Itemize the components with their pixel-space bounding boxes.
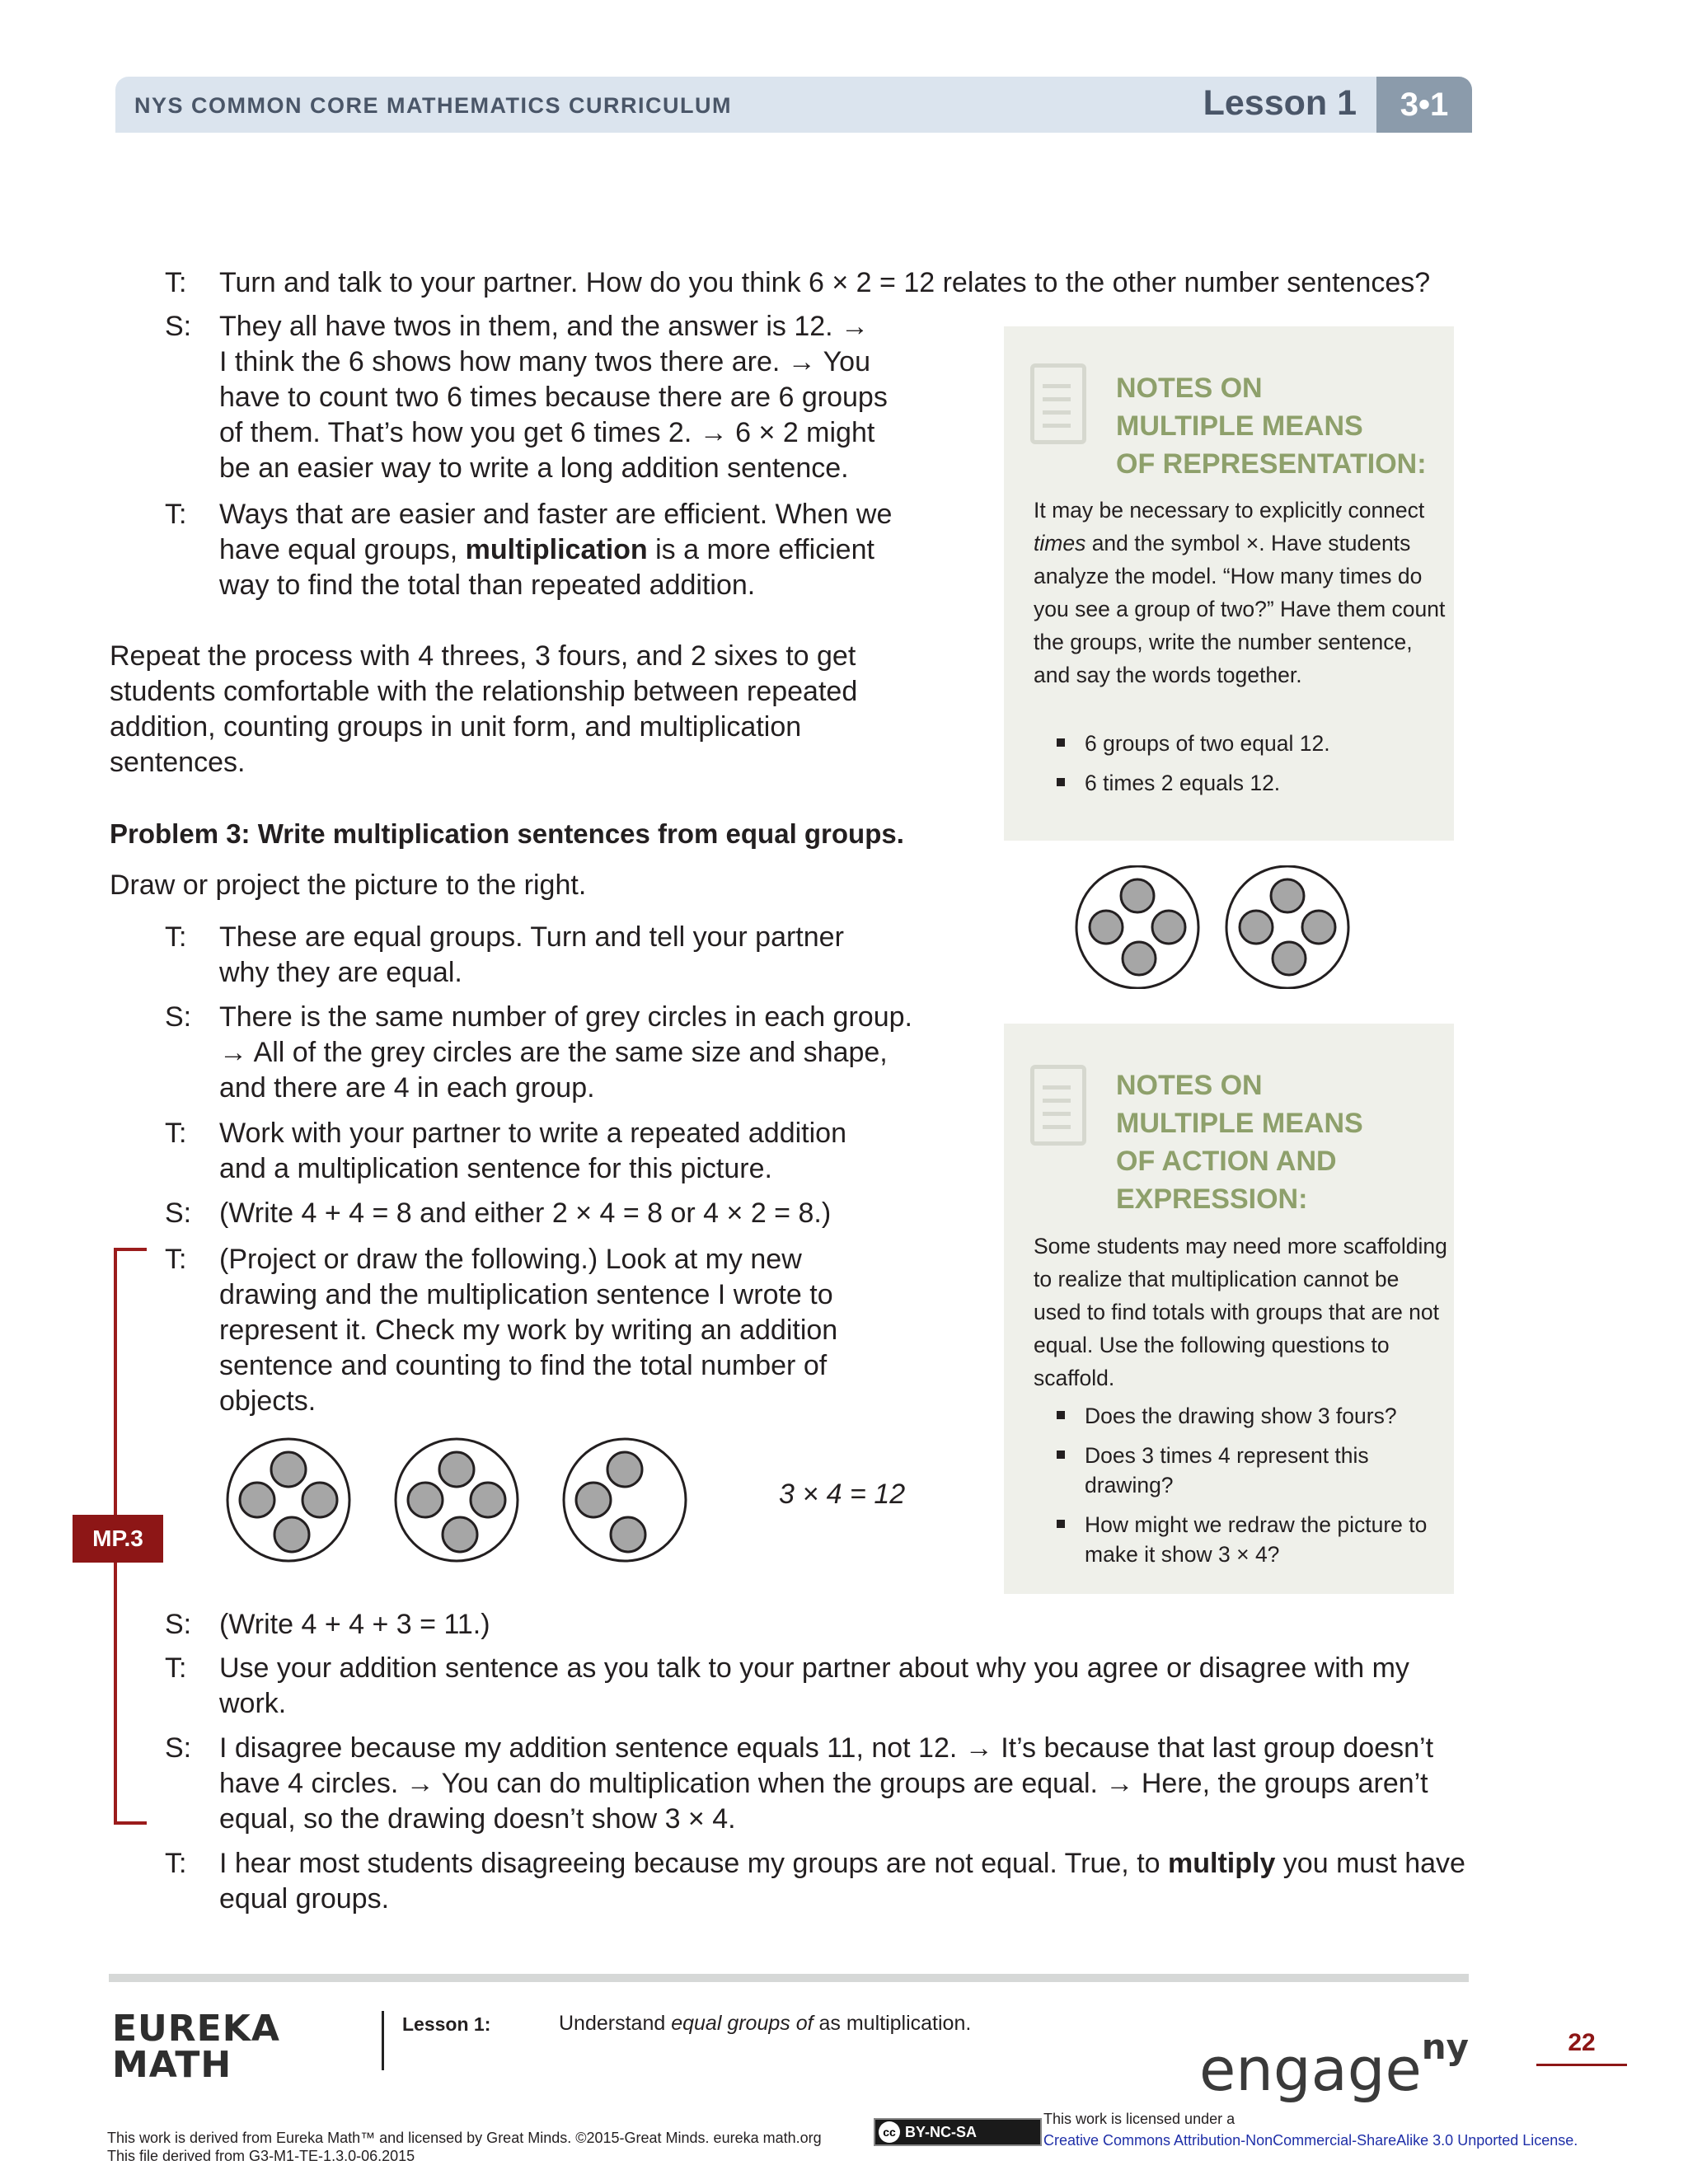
dialogue-s1: S: They all have twos in them, and the answer is 12. → I think the 6 shows how many twos there are. → You have to count two 6 times because there are 6 groups of them. That’s how you get 6 times 2. → 6 × 2 might be an easier way to write a long addition sentence.: [165, 311, 888, 484]
module-badge: 3•1: [1376, 77, 1472, 133]
sidebar-representation: [1004, 326, 1454, 841]
footer-lesson-label: Lesson 1:: [402, 2013, 491, 2035]
page-number-rule: [1536, 2064, 1627, 2066]
dialogue-s4: S: (Write 4 + 4 + 3 = 11.): [165, 1609, 490, 1640]
dialogue-t6: T: Use your addition sentence as you talk to your partner about why you agree or disagree with my work.: [165, 1652, 1409, 1719]
list-item: 6 groups of two equal 12.: [1034, 729, 1446, 758]
group-circle-2: [396, 1439, 518, 1561]
group-circle-1: [227, 1439, 349, 1561]
dialogue-t4: T: Work with your partner to write a repeated addition and a multiplication sentence for this picture.: [165, 1118, 846, 1184]
group-circle-a: [1076, 866, 1198, 988]
problem3-heading: Problem 3: Write multiplication sentences from equal groups.: [110, 818, 904, 849]
list-item: 6 times 2 equals 12.: [1034, 768, 1446, 798]
lesson-title: Lesson 1: [1203, 83, 1357, 123]
list-item: Does 3 times 4 represent this drawing?: [1034, 1441, 1429, 1500]
equation-text: 3 × 4 = 12: [779, 1479, 906, 1510]
dialogue-s2: S: There is the same number of grey circles in each group. → All of the grey circles are the same size and shape, and there are 4 in each group.: [165, 1001, 912, 1104]
dialogue-s5: S: I disagree because my addition sentence equals 11, not 12. → It’s because that last group doesn’t have 4 circles. → You can do multiplication when the groups are equal. → Here, the groups aren’t equal, so the drawing doesn’t show 3 × 4.: [165, 1732, 1434, 1835]
mp-bracket-bottom: [114, 1821, 147, 1825]
dialogue-t3: T: These are equal groups. Turn and tell your partner why they are equal.: [165, 921, 844, 988]
document-icon: [1030, 1065, 1086, 1146]
sidebar2-paragraph: Some students may need more scaffolding to realize that multiplication cannot be used to find totals with groups that are not equal. Use the following questions to scaffold.: [1034, 1234, 1447, 1390]
problem3-intro: Draw or project the picture to the right.: [110, 869, 587, 901]
mp-badge: MP.3: [73, 1515, 163, 1563]
cc-license-badge: cc BY-NC-SA: [874, 2118, 1042, 2146]
footer-lesson-title: Understand equal groups of as multiplication.: [559, 2012, 972, 2035]
sidebar1-heading: NOTES ON MULTIPLE MEANS OF REPRESENTATION:: [1116, 373, 1427, 480]
dialogue-t7: T: I hear most students disagreeing because my groups are not equal. True, to multiply you must have equal groups.: [165, 1848, 1465, 1915]
footer-divider: [382, 2011, 384, 2070]
mp-bracket-top: [114, 1248, 147, 1251]
dialogue-t2: T: Ways that are easier and faster are efficient. When we have equal groups, multiplication is a more efficient way to find the total than repeated addition.: [165, 499, 893, 601]
equal-groups-drawing: [1071, 865, 1352, 989]
list-item: How might we redraw the picture to make it show 3 × 4?: [1034, 1510, 1429, 1569]
group-circle-b: [1226, 866, 1348, 988]
group-circle-3: [564, 1439, 686, 1561]
sidebar1-paragraph: It may be necessary to explicitly connect times and the symbol ×. Have students analyze the model. “How many times do you see a group of two?” Have them count the groups, write the number sentence, and say the words together.: [1034, 498, 1446, 687]
unequal-groups-drawing: [216, 1434, 710, 1566]
eureka-math-logo: EUREKA MATH: [112, 2008, 280, 2086]
dialogue-t1: T: Turn and talk to your partner. How do you think 6 × 2 = 12 relates to the other number sentences?: [165, 267, 1431, 298]
dialogue-t5: T: (Project or draw the following.) Look at my new drawing and the multiplication sentence I wrote to represent it. Check my work by writing an addition sentence and counting to find the total number of objects.: [165, 1244, 838, 1417]
sidebar1-list: [1034, 729, 1446, 808]
sidebar2-heading: NOTES ON MULTIPLE MEANS OF ACTION AND EXPRESSION:: [1116, 1070, 1363, 1215]
page-number: 22: [1568, 2029, 1596, 2056]
dialogue-s3: S: (Write 4 + 4 = 8 and either 2 × 4 = 8 or 4 × 2 = 8.): [165, 1197, 832, 1229]
license-notice: This work is licensed under a Creative Commons Attribution-NonCommercial-ShareAlike 3.0 Unported License.: [1043, 2111, 1578, 2149]
document-icon: [1030, 363, 1086, 444]
repeat-paragraph: Repeat the process with 4 threes, 3 fours, and 2 sixes to get students comfortable with the relationship between repeated addition, counting groups in unit form, and multiplication sentences.: [110, 640, 858, 778]
engageny-logo: engage$^{ny}$: [1199, 2027, 1470, 2104]
sidebar-action-expression: [1004, 1024, 1454, 1594]
footer-rule: [109, 1974, 1469, 1982]
derived-notice: This work is derived from Eureka Math™ and licensed by Great Minds. ©2015-Great Minds. eureka math.org This file derived from G3-M1-TE-1.3.0-06.2015: [107, 2130, 822, 2164]
license-link[interactable]: Creative Commons Attribution-NonCommercial-ShareAlike 3.0 Unported License.: [1043, 2132, 1578, 2149]
list-item: Does the drawing show 3 fours?: [1034, 1401, 1429, 1431]
curriculum-title: NYS COMMON CORE MATHEMATICS CURRICULUM: [134, 93, 732, 118]
sidebar2-list: [1034, 1401, 1429, 1579]
